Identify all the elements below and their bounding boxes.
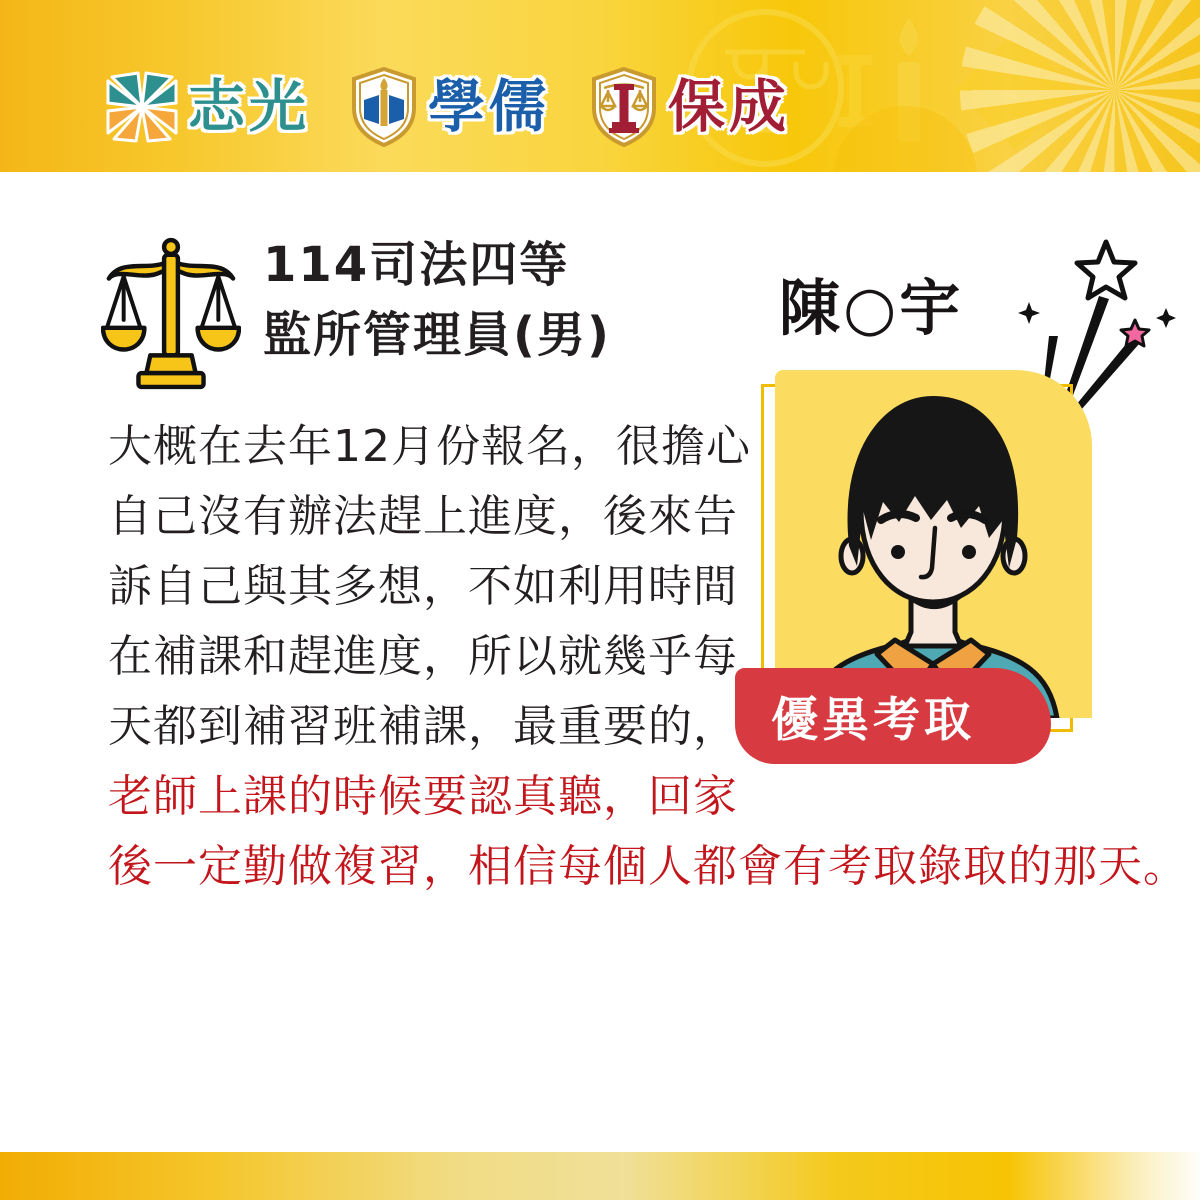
testimonial-text — [108, 412, 1188, 902]
testimonial-line: 訴自己與其多想，不如利用時間 — [108, 561, 738, 612]
exam-title-line1: 114司法四等 — [263, 237, 570, 293]
content-area — [0, 172, 1200, 1152]
testimonial-line: 在補課和趕進度，所以就幾乎每 — [108, 631, 738, 682]
logo-xueru — [348, 66, 550, 148]
logo-baocheng-label: 保成 — [668, 73, 790, 140]
starburst-icon — [104, 69, 180, 145]
testimonial-line: 天都到補習班補課，最重要的， — [108, 701, 738, 752]
logo-row — [104, 66, 790, 148]
shield-scales-icon — [588, 66, 660, 148]
exam-title-line2: 監所管理員(男) — [263, 307, 611, 363]
bottom-gradient-strip — [0, 1152, 1200, 1200]
logo-xueru-label: 學儒 — [428, 73, 550, 140]
testimonial-line: 自己沒有辦法趕上進度，後來告 — [108, 491, 738, 542]
logo-chihkuang-label: 志光 — [188, 73, 310, 140]
achievement-badge-label: 優異考取 — [771, 692, 975, 748]
logo-baocheng — [588, 66, 790, 148]
testimonial-line-red: 後一定勤做複習，相信每個人都會有考取錄取的那天。 — [108, 841, 1188, 892]
brand-banner — [0, 0, 1200, 172]
sunburst-decoration — [960, 0, 1200, 172]
logo-chihkuang — [104, 69, 310, 145]
exam-title — [263, 230, 611, 370]
candidate-name: 陳○宇 — [779, 273, 964, 344]
testimonial-line: 大概在去年12月份報名，很擔心 — [108, 421, 751, 472]
testimonial-line-red: 老師上課的時候要認真聽，回家 — [108, 771, 738, 822]
justice-scales-icon — [101, 234, 241, 392]
shield-candle-book-icon — [348, 66, 420, 148]
